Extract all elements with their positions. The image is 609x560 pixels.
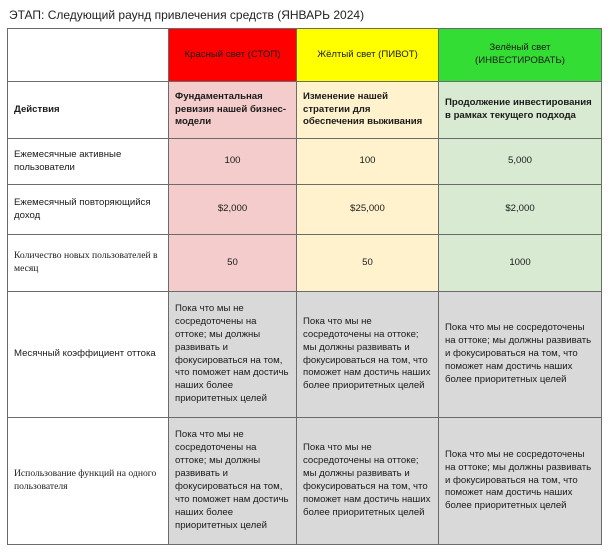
churn-yellow-cell: Пока что мы не сосредоточены на оттоке; мы должны развивать и фокусироваться на том, что поможет нам достичь наших более приоритетных целей: [297, 292, 439, 418]
row-label-mau: Ежемесячные активные пользователи: [8, 139, 169, 185]
actions-yellow-cell: Изменение нашей стратегии для обеспечения выживания: [297, 82, 439, 139]
mrr-yellow-cell: $25,000: [297, 185, 439, 235]
row-label-new-users: Количество новых пользователей в месяц: [8, 235, 169, 292]
mau-green-cell: 5,000: [439, 139, 602, 185]
table-row-actions: [8, 82, 602, 139]
mrr-green-cell: $2,000: [439, 185, 602, 235]
table-row-mau: [8, 139, 602, 185]
column-header-green: Зелёный свет (ИНВЕСТИРОВАТЬ): [439, 29, 602, 82]
header-empty-cell: [8, 29, 169, 82]
churn-red-cell: Пока что мы не сосредоточены на оттоке; мы должны развивать и фокусироваться на том, что поможет нам достичь наших более приоритетных целей: [169, 292, 297, 418]
row-label-feature-usage: Использование функций на одного пользователя: [8, 418, 169, 545]
churn-green-cell: Пока что мы не сосредоточены на оттоке; мы должны развивать и фокусироваться на том, что поможет нам достичь наших более приоритетных целей: [439, 292, 602, 418]
row-label-churn: Месячный коэффициент оттока: [8, 292, 169, 418]
feature-usage-yellow-cell: Пока что мы не сосредоточены на оттоке; мы должны развивать и фокусироваться на том, что поможет нам достичь наших более приоритетных целей: [297, 418, 439, 545]
row-label-mrr: Ежемесячный повторяющийся доход: [8, 185, 169, 235]
page-title: ЭТАП: Следующий раунд привлечения средств (ЯНВАРЬ 2024): [9, 8, 365, 22]
feature-usage-green-cell: Пока что мы не сосредоточены на оттоке; мы должны развивать и фокусироваться на том, что поможет нам достичь наших более приоритетных целей: [439, 418, 602, 545]
table-row-mrr: [8, 185, 602, 235]
decision-matrix-table: [7, 28, 602, 545]
new-users-green-cell: 1000: [439, 235, 602, 292]
table-row-feature-usage: [8, 418, 602, 545]
mau-red-cell: 100: [169, 139, 297, 185]
header-row: [8, 29, 602, 82]
table-row-churn: [8, 292, 602, 418]
column-header-yellow: Жёлтый свет (ПИВОТ): [297, 29, 439, 82]
new-users-yellow-cell: 50: [297, 235, 439, 292]
feature-usage-red-cell: Пока что мы не сосредоточены на оттоке; мы должны развивать и фокусироваться на том, что поможет нам достичь наших более приоритетных целей: [169, 418, 297, 545]
actions-red-cell: Фундаментальная ревизия нашей бизнес-модели: [169, 82, 297, 139]
row-label-actions: Действия: [8, 82, 169, 139]
table-row-new-users: [8, 235, 602, 292]
mau-yellow-cell: 100: [297, 139, 439, 185]
mrr-red-cell: $2,000: [169, 185, 297, 235]
actions-green-cell: Продолжение инвестирования в рамках текущего подхода: [439, 82, 602, 139]
column-header-red: Красный свет (СТОП): [169, 29, 297, 82]
new-users-red-cell: 50: [169, 235, 297, 292]
